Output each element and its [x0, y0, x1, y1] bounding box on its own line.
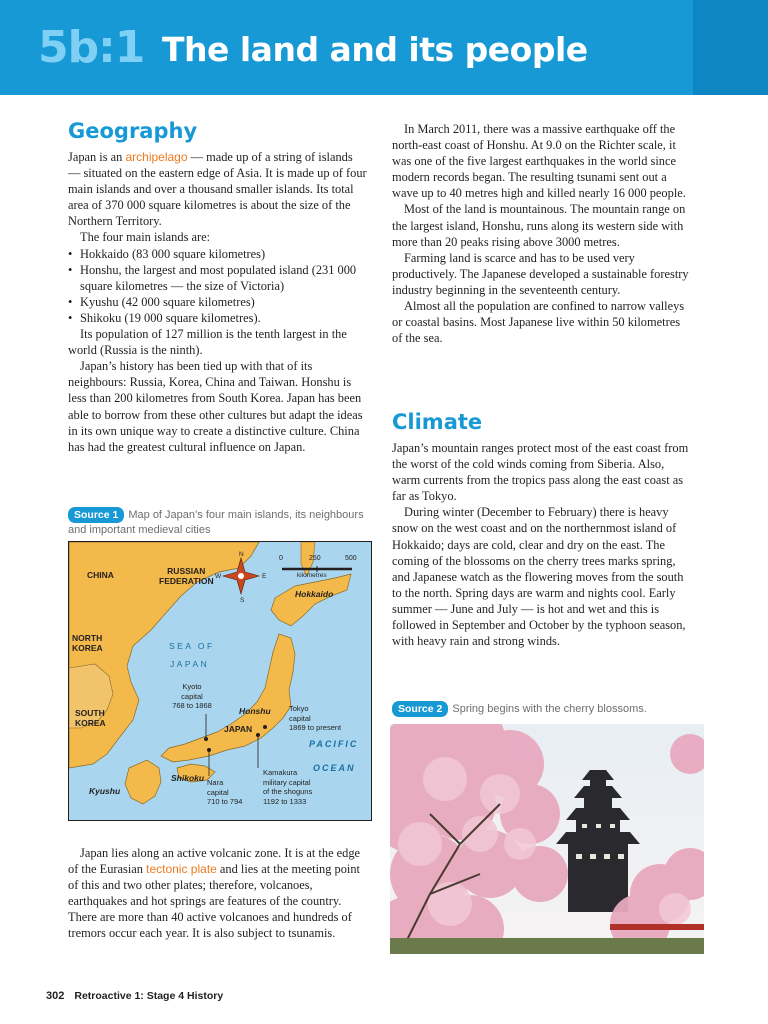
scale-0: 0 [279, 555, 283, 562]
term-tectonic-plate[interactable]: tectonic plate [146, 862, 217, 877]
population-location-paragraph: Almost all the population are confined to narrow valleys or coastal basins. Most Japanese live within 50 kilometres of the sea. [392, 299, 685, 346]
list-item: • Hokkaido (83 000 square kilometres) [68, 246, 368, 262]
compass-n: N [239, 551, 244, 558]
term-archipelago[interactable]: archipelago [125, 150, 188, 164]
book-title: Retroactive 1: Stage 4 History [74, 990, 224, 1002]
page-title: The land and its people [162, 30, 588, 69]
geography-text [68, 149, 368, 455]
map-label-ocean: OCEAN [313, 763, 356, 773]
islands-list [68, 246, 368, 326]
japan-map [68, 541, 372, 821]
volcanic-text [68, 845, 368, 942]
population-paragraph: Its population of 127 million is the tenth largest in the world (Russia is the ninth). [68, 327, 347, 358]
geography-heading: Geography [68, 119, 198, 143]
header-tab [693, 0, 768, 95]
map-label-sea-of: SEA OF [169, 641, 215, 651]
map-label-china: CHINA [87, 570, 114, 580]
volcanic-paragraph: Japan lies along an active volcanic zone. It is at the edge of the Eurasian tectonic plate and lies at the meeting point of this and two other plates; therefore, volcanoes, earthquakes and hot springs are features of the country. There are more than 40 active volcanoes and hundreds of tremors occur each year. It is also subject to tsunamis. [68, 846, 361, 941]
page-footer [46, 990, 223, 1002]
source1-caption: Source 1 Map of Japan’s four main islands, its neighbours and important medieval cities [68, 509, 364, 536]
map-label-honshu: Honshu [239, 706, 271, 716]
list-item: • Shikoku (19 000 square kilometres). [68, 310, 368, 326]
map-label-south-korea: SOUTH KOREA [75, 708, 106, 728]
map-label-russia: RUSSIAN FEDERATION [159, 566, 214, 586]
map-label-north-korea: NORTH KOREA [72, 633, 103, 653]
map-label-japan: JAPAN [224, 724, 253, 734]
source1-badge: Source 1 [68, 507, 124, 523]
islands-intro: The four main islands are: [80, 230, 211, 245]
cherry-blossom-svg [390, 724, 704, 954]
mountain-paragraph: Most of the land is mountainous. The mountain range on the largest island, Honshu, runs along its western side with more than 20 peaks rising above 3000 metres. [392, 202, 686, 249]
farming-paragraph: Farming land is scarce and has to be used very productively. The Japanese developed a sustainable forestry industry beginning in the seventeenth century. [392, 250, 689, 297]
scale-500: 500 [345, 555, 357, 562]
section-number: 5b:1 [38, 22, 145, 73]
compass-w: W [215, 573, 222, 580]
compass-s: S [240, 597, 245, 604]
city-kyoto: Kyoto capital 768 to 1868 [172, 682, 212, 710]
cherry-blossom-photo [390, 724, 704, 954]
right-column-text [392, 121, 692, 346]
source2-badge: Source 2 [392, 701, 448, 717]
map-label-japan-sea: JAPAN [170, 659, 210, 669]
climate-heading: Climate [392, 410, 483, 434]
source2-caption: Source 2 Spring begins with the cherry blossoms. [392, 701, 702, 717]
map-label-shikoku: Shikoku [171, 773, 205, 783]
climate-paragraph-1: Japan’s mountain ranges protect most of the east coast from the worst of the cold winds coming from Siberia. Also, warm currents from the tropics pass along the east coast as far as Tokyo. [392, 441, 689, 504]
climate-paragraph-2: During winter (December to February) there is heavy snow on the west coast and on the northernmost island of Hokkaido; days are cold, clear and dry on the east. The coming of the blossoms on the cherry trees marks spring, and Japanese watch as the flowering moves from the south to the north. Spring days are warm and nights cool. Early summer — June and July — is hot and wet and this is followed in September and October by the typhoon season, with heavy rain and strong winds. [392, 505, 686, 649]
scale-unit: kilometres [297, 572, 327, 579]
city-nara: Nara capital 710 to 794 [207, 778, 243, 806]
geography-paragraph-1: Japan is an archipelago — made up of a string of islands — situated on the eastern edge of Asia. It is made up of four main islands and over a thousand smaller islands. Its total area of 370 000 square kilometres is about the size of the Northern Territory. [68, 150, 367, 229]
city-tokyo: Tokyo capital 1869 to present [289, 704, 342, 732]
map-label-kyushu: Kyushu [89, 786, 121, 796]
map-label-hokkaido: Hokkaido [295, 589, 334, 599]
map-label-pacific: PACIFIC [309, 739, 359, 749]
list-item: • Honshu, the largest and most populated island (231 000 square kilometres — the size of Victoria) [68, 262, 368, 294]
city-kamakura: Kamakura military capital of the shoguns 1192 to 1333 [263, 768, 313, 806]
history-paragraph: Japan’s history has been tied up with that of its neighbours: Russia, Korea, China and Taiwan. Honshu is less than 200 kilometres from South Korea. Japan has been able to borrow from these other cultures but adapt the ideas in its own unique way to create a distinctive culture. China has had the greatest cultural influence on Japan. [68, 359, 363, 454]
page-number: 302 [46, 990, 65, 1002]
compass-e: E [262, 573, 267, 580]
climate-text [392, 440, 692, 649]
scale-250: 250 [309, 555, 321, 562]
earthquake-paragraph: In March 2011, there was a massive earthquake off the north-east coast of Honshu. At 9.0 on the Richter scale, it was one of the five largest earthquakes in the world since modern records began. The resulting tsunami sent out a wave up to 40 metres high and killed nearly 16 000 people. [392, 122, 686, 201]
list-item: • Kyushu (42 000 square kilometres) [68, 294, 368, 310]
